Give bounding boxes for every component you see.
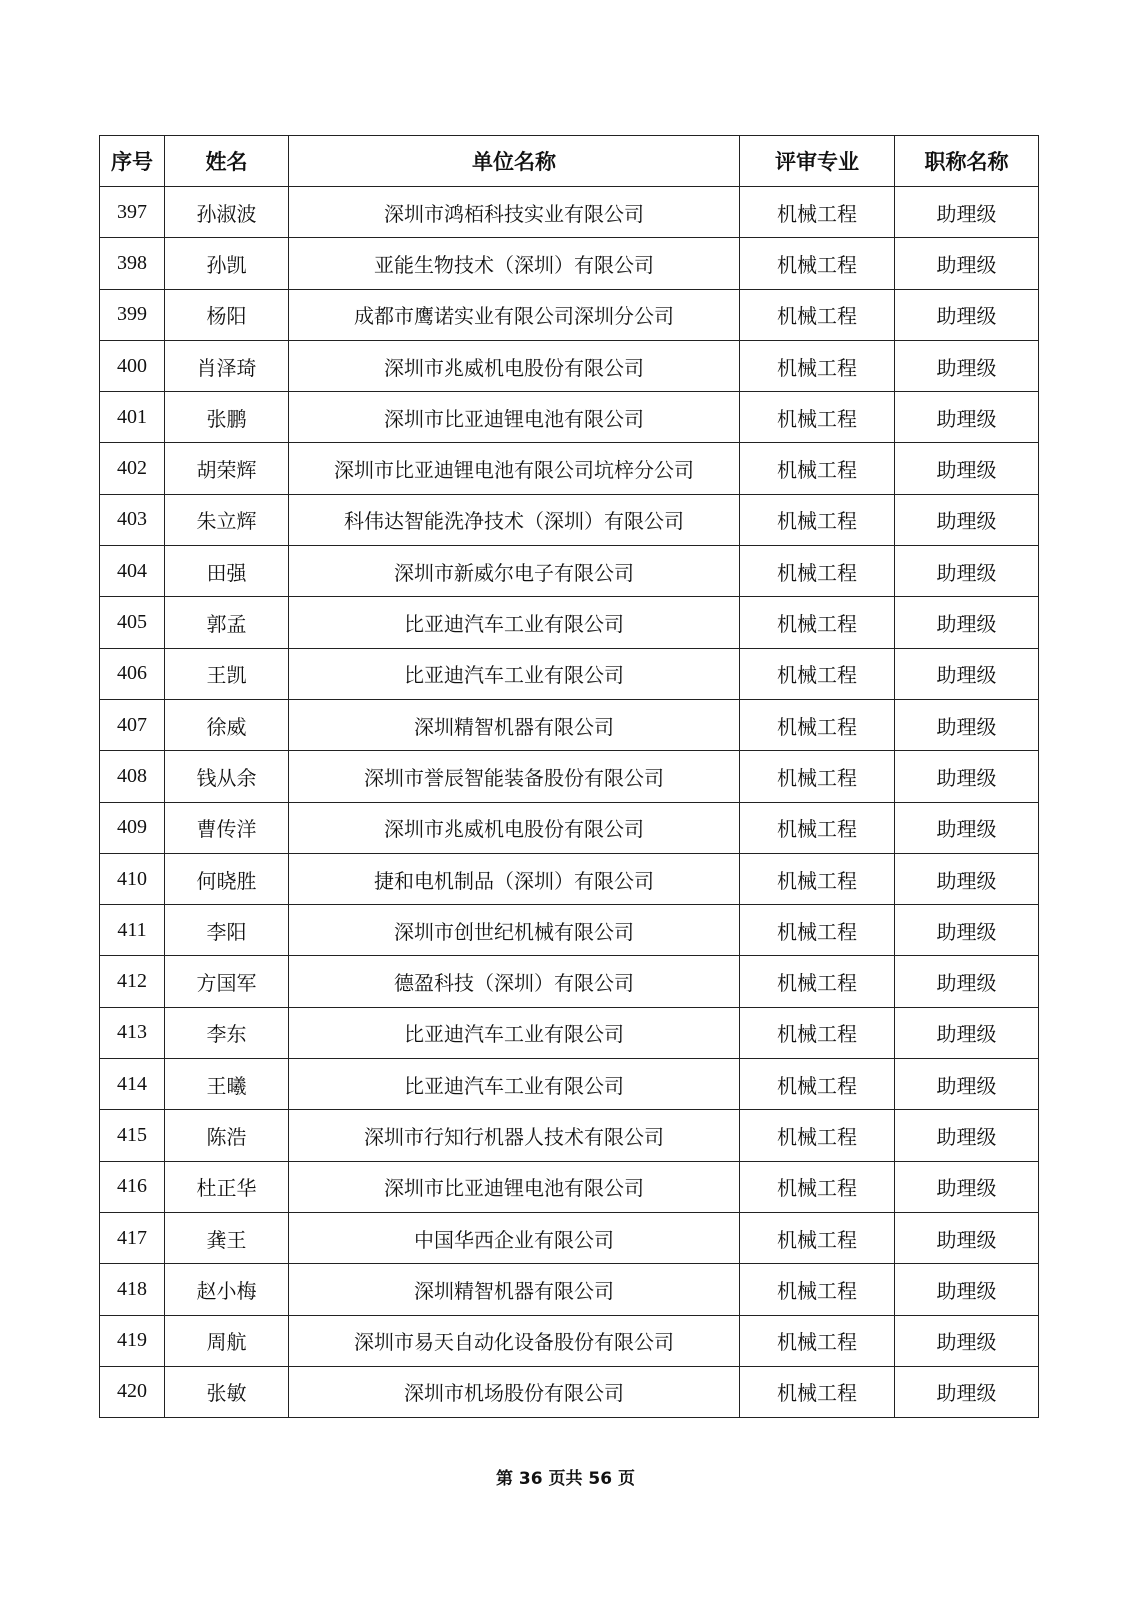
- table-row: [100, 238, 1039, 289]
- table-row: [100, 546, 1039, 597]
- cell-organization: 成都市鹰诺实业有限公司深圳分公司: [289, 289, 740, 340]
- cell-title: 助理级: [895, 392, 1039, 443]
- cell-organization: 深圳市创世纪机械有限公司: [289, 905, 740, 956]
- cell-major: 机械工程: [740, 802, 895, 853]
- cell-name: 杨阳: [165, 289, 289, 340]
- cell-organization: 中国华西企业有限公司: [289, 1212, 740, 1263]
- cell-seq: 411: [100, 905, 165, 956]
- header-name: 姓名: [165, 136, 289, 187]
- header-seq: 序号: [100, 136, 165, 187]
- cell-seq: 401: [100, 392, 165, 443]
- cell-title: 助理级: [895, 802, 1039, 853]
- cell-title: 助理级: [895, 546, 1039, 597]
- cell-seq: 412: [100, 956, 165, 1007]
- cell-seq: 403: [100, 494, 165, 545]
- table-row: [100, 1315, 1039, 1366]
- cell-title: 助理级: [895, 1007, 1039, 1058]
- roster-table: [99, 135, 1039, 1418]
- cell-title: 助理级: [895, 238, 1039, 289]
- cell-title: 助理级: [895, 905, 1039, 956]
- table-row: [100, 289, 1039, 340]
- table-row: [100, 1212, 1039, 1263]
- header-major: 评审专业: [740, 136, 895, 187]
- cell-seq: 400: [100, 340, 165, 391]
- cell-major: 机械工程: [740, 1366, 895, 1417]
- cell-major: 机械工程: [740, 1315, 895, 1366]
- cell-major: 机械工程: [740, 546, 895, 597]
- cell-title: 助理级: [895, 494, 1039, 545]
- cell-seq: 420: [100, 1366, 165, 1417]
- cell-title: 助理级: [895, 956, 1039, 1007]
- cell-seq: 397: [100, 187, 165, 238]
- table-row: [100, 494, 1039, 545]
- cell-organization: 深圳市机场股份有限公司: [289, 1366, 740, 1417]
- cell-major: 机械工程: [740, 1264, 895, 1315]
- cell-organization: 比亚迪汽车工业有限公司: [289, 1059, 740, 1110]
- cell-organization: 深圳市新威尔电子有限公司: [289, 546, 740, 597]
- table-row: [100, 648, 1039, 699]
- cell-name: 钱从余: [165, 751, 289, 802]
- cell-name: 徐威: [165, 699, 289, 750]
- cell-title: 助理级: [895, 340, 1039, 391]
- cell-name: 张敏: [165, 1366, 289, 1417]
- cell-major: 机械工程: [740, 1161, 895, 1212]
- cell-organization: 深圳市比亚迪锂电池有限公司坑梓分公司: [289, 443, 740, 494]
- cell-seq: 398: [100, 238, 165, 289]
- cell-seq: 415: [100, 1110, 165, 1161]
- cell-title: 助理级: [895, 289, 1039, 340]
- cell-organization: 深圳市兆威机电股份有限公司: [289, 340, 740, 391]
- cell-seq: 406: [100, 648, 165, 699]
- cell-organization: 深圳市鸿栢科技实业有限公司: [289, 187, 740, 238]
- cell-organization: 深圳市兆威机电股份有限公司: [289, 802, 740, 853]
- cell-title: 助理级: [895, 1059, 1039, 1110]
- cell-organization: 比亚迪汽车工业有限公司: [289, 597, 740, 648]
- cell-organization: 比亚迪汽车工业有限公司: [289, 1007, 740, 1058]
- table-body: [100, 187, 1039, 1418]
- cell-seq: 410: [100, 853, 165, 904]
- cell-seq: 402: [100, 443, 165, 494]
- table-row: [100, 1161, 1039, 1212]
- table-row: [100, 1059, 1039, 1110]
- cell-major: 机械工程: [740, 340, 895, 391]
- cell-title: 助理级: [895, 648, 1039, 699]
- cell-name: 田强: [165, 546, 289, 597]
- cell-title: 助理级: [895, 1264, 1039, 1315]
- cell-major: 机械工程: [740, 289, 895, 340]
- cell-seq: 416: [100, 1161, 165, 1212]
- cell-seq: 408: [100, 751, 165, 802]
- cell-seq: 414: [100, 1059, 165, 1110]
- cell-major: 机械工程: [740, 1059, 895, 1110]
- cell-organization: 深圳市行知行机器人技术有限公司: [289, 1110, 740, 1161]
- cell-major: 机械工程: [740, 187, 895, 238]
- table-row: [100, 751, 1039, 802]
- cell-organization: 科伟达智能洗净技术（深圳）有限公司: [289, 494, 740, 545]
- table-row: [100, 1110, 1039, 1161]
- cell-organization: 深圳市比亚迪锂电池有限公司: [289, 392, 740, 443]
- cell-title: 助理级: [895, 751, 1039, 802]
- cell-seq: 413: [100, 1007, 165, 1058]
- table-row: [100, 802, 1039, 853]
- cell-seq: 407: [100, 699, 165, 750]
- cell-major: 机械工程: [740, 699, 895, 750]
- cell-name: 郭孟: [165, 597, 289, 648]
- cell-major: 机械工程: [740, 1007, 895, 1058]
- cell-title: 助理级: [895, 699, 1039, 750]
- cell-major: 机械工程: [740, 238, 895, 289]
- cell-name: 张鹏: [165, 392, 289, 443]
- cell-name: 曹传洋: [165, 802, 289, 853]
- table-row: [100, 1007, 1039, 1058]
- cell-seq: 418: [100, 1264, 165, 1315]
- cell-major: 机械工程: [740, 1110, 895, 1161]
- header-organization: 单位名称: [289, 136, 740, 187]
- cell-seq: 419: [100, 1315, 165, 1366]
- cell-name: 杜正华: [165, 1161, 289, 1212]
- cell-major: 机械工程: [740, 648, 895, 699]
- cell-organization: 深圳市誉辰智能装备股份有限公司: [289, 751, 740, 802]
- cell-seq: 405: [100, 597, 165, 648]
- cell-title: 助理级: [895, 853, 1039, 904]
- cell-major: 机械工程: [740, 956, 895, 1007]
- cell-seq: 409: [100, 802, 165, 853]
- cell-name: 龚王: [165, 1212, 289, 1263]
- cell-organization: 亚能生物技术（深圳）有限公司: [289, 238, 740, 289]
- table-row: [100, 1264, 1039, 1315]
- cell-name: 朱立辉: [165, 494, 289, 545]
- cell-name: 陈浩: [165, 1110, 289, 1161]
- cell-major: 机械工程: [740, 494, 895, 545]
- cell-organization: 捷和电机制品（深圳）有限公司: [289, 853, 740, 904]
- cell-major: 机械工程: [740, 392, 895, 443]
- cell-name: 孙淑波: [165, 187, 289, 238]
- cell-title: 助理级: [895, 443, 1039, 494]
- table-row: [100, 905, 1039, 956]
- table-row: [100, 187, 1039, 238]
- cell-name: 孙凯: [165, 238, 289, 289]
- cell-seq: 399: [100, 289, 165, 340]
- cell-name: 方国军: [165, 956, 289, 1007]
- cell-name: 李阳: [165, 905, 289, 956]
- cell-major: 机械工程: [740, 443, 895, 494]
- table-row: [100, 597, 1039, 648]
- cell-seq: 417: [100, 1212, 165, 1263]
- cell-organization: 比亚迪汽车工业有限公司: [289, 648, 740, 699]
- table-header-row: [100, 136, 1039, 187]
- cell-organization: 深圳精智机器有限公司: [289, 699, 740, 750]
- cell-major: 机械工程: [740, 751, 895, 802]
- table-row: [100, 392, 1039, 443]
- table-row: [100, 853, 1039, 904]
- cell-major: 机械工程: [740, 1212, 895, 1263]
- table-row: [100, 340, 1039, 391]
- cell-name: 肖泽琦: [165, 340, 289, 391]
- cell-title: 助理级: [895, 597, 1039, 648]
- table-row: [100, 956, 1039, 1007]
- cell-name: 李东: [165, 1007, 289, 1058]
- cell-name: 王曦: [165, 1059, 289, 1110]
- table-row: [100, 699, 1039, 750]
- table-row: [100, 443, 1039, 494]
- cell-major: 机械工程: [740, 597, 895, 648]
- cell-organization: 深圳精智机器有限公司: [289, 1264, 740, 1315]
- cell-title: 助理级: [895, 1110, 1039, 1161]
- cell-major: 机械工程: [740, 853, 895, 904]
- cell-name: 何晓胜: [165, 853, 289, 904]
- cell-title: 助理级: [895, 1161, 1039, 1212]
- header-title: 职称名称: [895, 136, 1039, 187]
- cell-name: 胡荣辉: [165, 443, 289, 494]
- table-row: [100, 1366, 1039, 1417]
- cell-name: 王凯: [165, 648, 289, 699]
- cell-title: 助理级: [895, 1366, 1039, 1417]
- cell-organization: 深圳市比亚迪锂电池有限公司: [289, 1161, 740, 1212]
- cell-name: 赵小梅: [165, 1264, 289, 1315]
- cell-organization: 德盈科技（深圳）有限公司: [289, 956, 740, 1007]
- cell-title: 助理级: [895, 1212, 1039, 1263]
- cell-title: 助理级: [895, 187, 1039, 238]
- cell-seq: 404: [100, 546, 165, 597]
- cell-organization: 深圳市易天自动化设备股份有限公司: [289, 1315, 740, 1366]
- cell-title: 助理级: [895, 1315, 1039, 1366]
- page-number: 第 36 页共 56 页: [496, 1469, 635, 1489]
- cell-major: 机械工程: [740, 905, 895, 956]
- cell-name: 周航: [165, 1315, 289, 1366]
